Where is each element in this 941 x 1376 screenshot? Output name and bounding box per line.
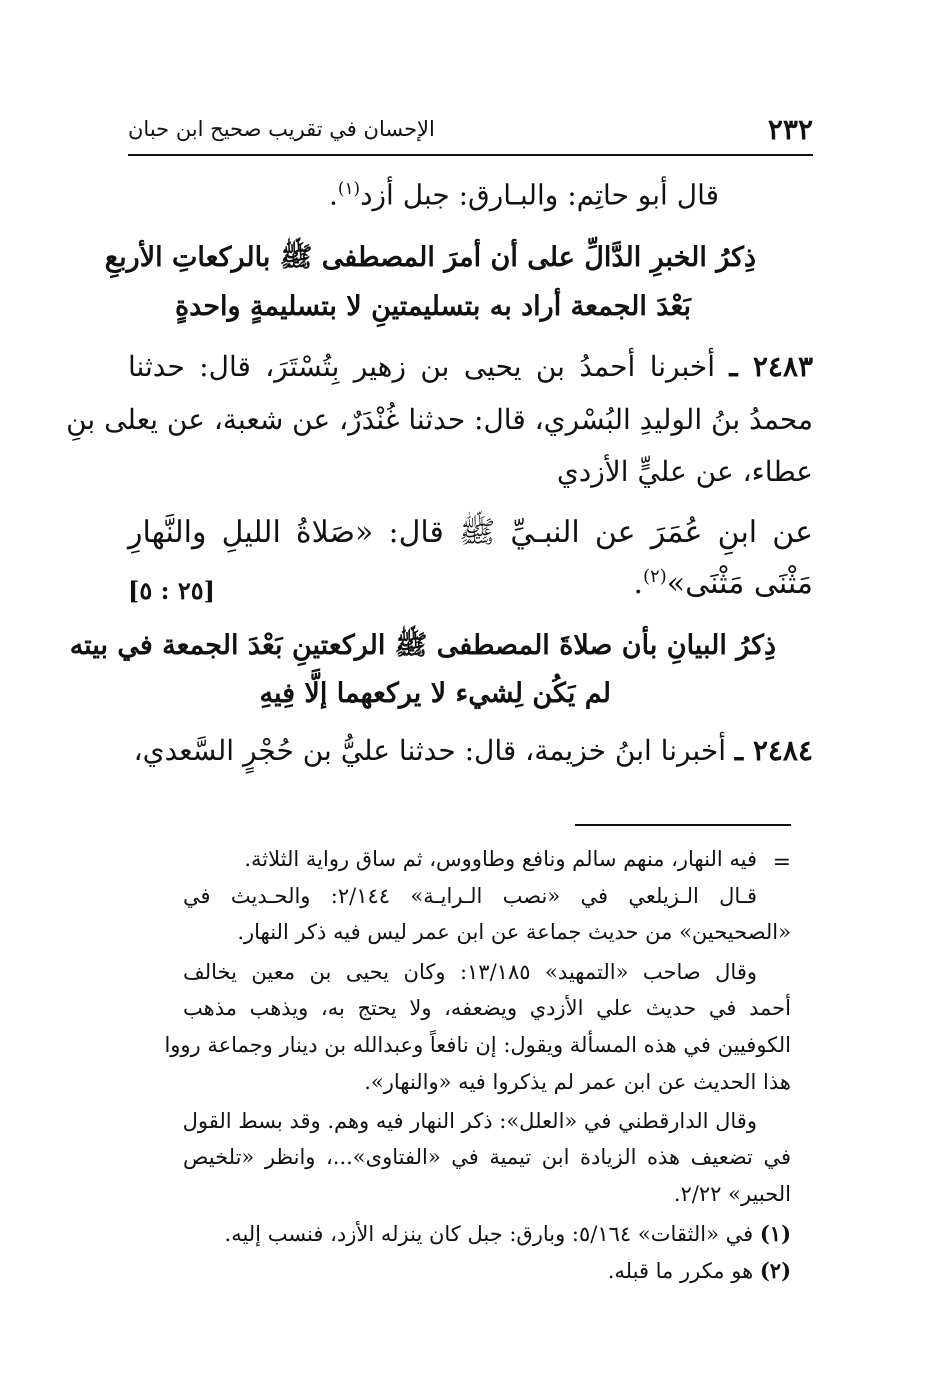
- line-end-punct: .: [329, 178, 338, 212]
- footnote-cont-line: وقال الدارقطني في «العلل»: ذكر النهار فيه وهم. وقد بسط القول: [182, 1109, 757, 1133]
- hadith-2483-line1: [128, 350, 813, 383]
- footnote-2-marker: (٢): [759, 1258, 791, 1283]
- footnote-rule: [575, 824, 791, 826]
- footnote-2: [608, 1258, 791, 1283]
- matn-line2: [633, 566, 813, 601]
- abu-hatim-text: قال أبو حاتِم: والبـارق: جبل أزد: [360, 178, 719, 212]
- line-end-punct: .: [633, 566, 644, 601]
- hadith-number-2484: ٢٤٨٤ ـ: [734, 734, 813, 767]
- hadith-number-2483: ٢٤٨٣ ـ: [729, 350, 814, 383]
- hadith-2483-text-1: أخبرنا أحمدُ بن يحيى بن زهير بِتُسْتَرَ، قال: حدثنا: [128, 350, 716, 383]
- footnote-cont-line: الكوفيين في هذه المسألة ويقول: إن نافعاً وعبدالله بن دينار وجماعة رووا: [164, 1033, 791, 1057]
- chapter-heading-1-line1: ذِكرُ الخبرِ الدَّالِّ على أن أمرَ المصطفى ﷺ بالركعاتِ الأربعِ: [104, 242, 756, 273]
- abu-hatim-note: [329, 178, 719, 211]
- footnote-cont-line: قـال الـزيلعي في «نصب الـرايـة» ٢/١٤٤: والحـديث في: [183, 884, 757, 908]
- footnote-cont-line: فيه النهار، منهم سالم ونافع وطاووس، ثم ساق رواية الثلاثة.: [244, 847, 757, 871]
- footnote-ref-1: (١): [337, 178, 361, 198]
- footnote-cont-line: وقال صاحب «التمهيد» ١٣/١٨٥: وكان يحيى بن معين يخالف: [183, 960, 757, 984]
- cross-reference: [٢٥ : ٥]: [128, 576, 215, 605]
- running-title: الإحسان في تقريب صحيح ابن حبان: [128, 117, 435, 141]
- footnote-1: [225, 1221, 791, 1246]
- hadith-2483-line2: محمدُ بنُ الوليدِ البُسْري، قال: حدثنا غُنْدَرٌ، عن شعبة، عن يعلى بنِ: [66, 403, 813, 436]
- footnote-cont-line: هذا الحديث عن ابن عمر لم يذكروا فيه «والنهار».: [364, 1070, 791, 1094]
- footnote-cont-line: أحمد في حديث علي الأزدي ويضعفه، ولا يحتج به، ويذهب مذهب: [183, 996, 791, 1020]
- footnote-cont-line: «الصحيحين» من حديث جماعة عن ابن عمر ليس فيه ذكر النهار.: [237, 920, 791, 944]
- hadith-2483-line3: عطاء، عن عليٍّ الأزدي: [556, 455, 813, 488]
- footnote-cont-line: في تضعيف هذه الزيادة ابن تيمية في «الفتاوى»...، وانظر «تلخيص: [183, 1145, 791, 1169]
- footnote-ref-2: (٢): [643, 566, 667, 587]
- chapter-heading-2-line1: ذِكرُ البيانِ بأن صلاةَ المصطفى ﷺ الركعتينِ بَعْدَ الجمعة في بيته: [69, 630, 776, 661]
- page-number: ٢٣٢: [767, 113, 813, 146]
- chapter-heading-1-line2: بَعْدَ الجمعة أراد به بتسليمتينِ لا بتسليمةٍ واحدةٍ: [175, 291, 691, 322]
- footnote-1-text: في «الثقات» ٥/١٦٤: وبارق: جبل كان ينزله الأزد، فنسب إليه.: [224, 1222, 754, 1246]
- page-header: [128, 113, 813, 155]
- footnote-1-marker: (١): [759, 1221, 791, 1246]
- footnote-cont-line: الحبير» ٢/٢٢.: [673, 1182, 791, 1206]
- footnote-2-text: هو مكرر ما قبله.: [607, 1259, 754, 1283]
- matn-line1: عن ابنِ عُمَرَ عن النبـيِّ ﷺ قال: «صَلاةُ الليلِ والنَّهارِ: [128, 515, 813, 550]
- header-rule: [128, 154, 813, 156]
- hadith-2484-line1: [134, 734, 813, 767]
- hadith-2484-text-1: أخبرنا ابنُ خزيمة، قال: حدثنا عليُّ بن حُجْرٍ السَّعدي،: [133, 734, 726, 767]
- matn-text-2: مَثْنَى مَثْنَى»: [666, 566, 813, 601]
- continuation-mark: =: [772, 850, 791, 875]
- chapter-heading-2-line2: لم يَكُن لِشيء لا يركعهما إلَّا فِيهِ: [259, 678, 611, 709]
